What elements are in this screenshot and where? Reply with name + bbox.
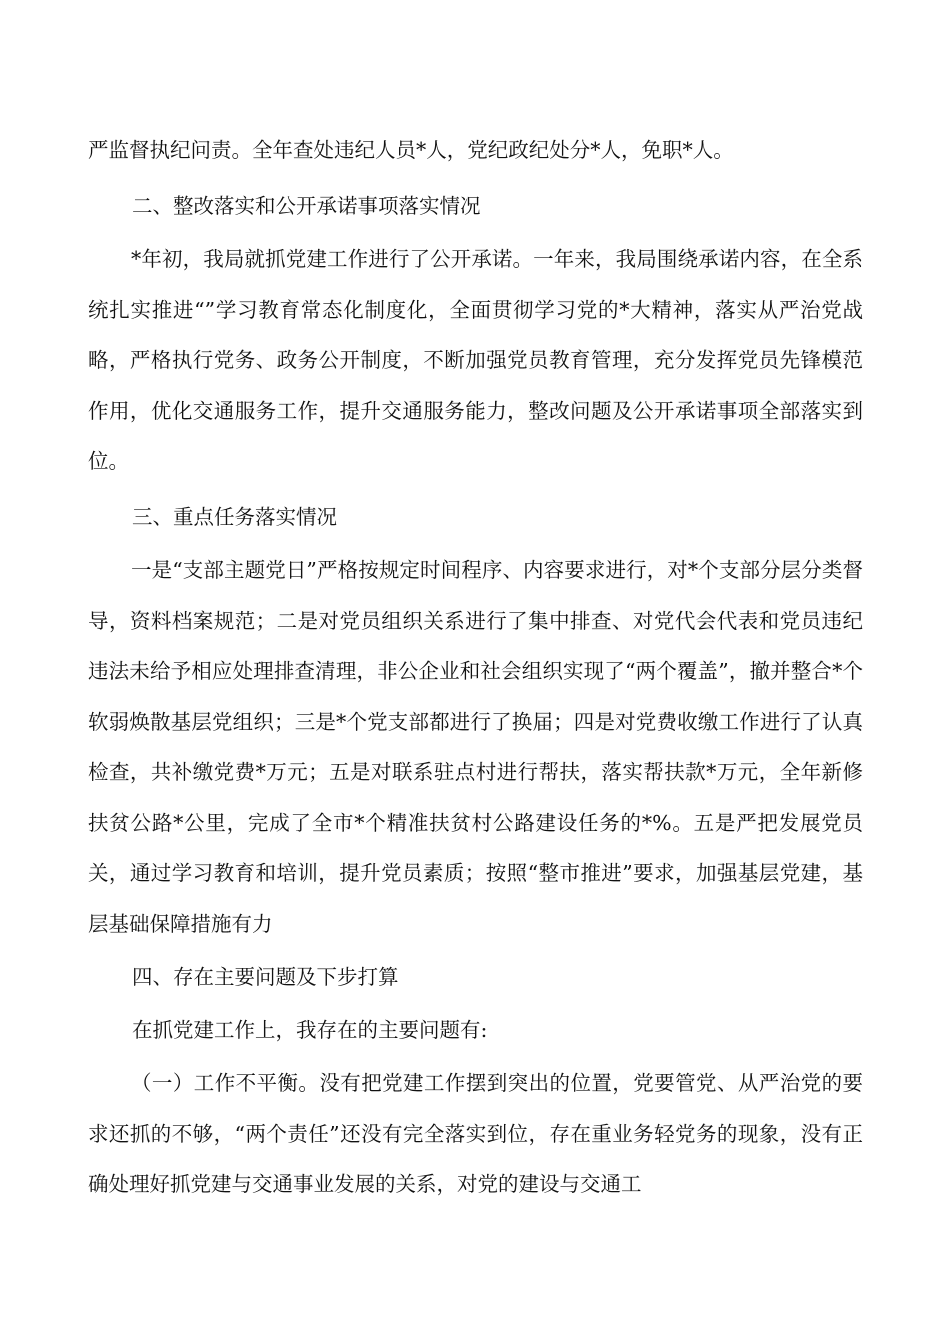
paragraph-problems-intro: 在抓党建工作上，我存在的主要问题有: (132, 1018, 488, 1042)
section-heading-3: 三、重点任务落实情况 (132, 505, 337, 529)
paragraph-key-tasks: 一是“支部主题党日”严格按规定时间程序、内容要求进行，对*个支部分层分类督导，资料档案规范；二是对党员组织关系进行了集中排查、对党代会代表和党员违纪违法未给予相应处理排查清理，非公企业和社会组织实现了“两个覆盖”，撤并整合*个软弱焕散基层党组织；三是*个党支部都进行了换届；四是对党费收缴工作进行了认真检查，共补缴党费*万元；五是对联系驻点村进行帮扶，落实帮扶款*万元，全年新修扶贫公路*公里，完成了全市*个精准扶贫村公路建设任务的*%。五是严把发展党员关，通过学习教育和培训，提升党员素质；按照“整市推进”要求，加强基层党建，基层基础保障措施有力 (88, 558, 863, 936)
section-heading-2: 二、整改落实和公开承诺事项落实情况 (132, 194, 481, 218)
paragraph-continued: 严监督执纪问责。全年查处违纪人员*人，党纪政纪处分*人，免职*人。 (88, 138, 734, 162)
section-heading-4: 四、存在主要问题及下步打算 (132, 965, 399, 989)
paragraph-commitments: *年初，我局就抓党建工作进行了公开承诺。一年来，我局围绕承诺内容，在全系统扎实推进“”学习教育常态化制度化，全面贯彻学习党的*大精神，落实从严治党战略，严格执行党务、政务公开制度，不断加强党员教育管理，充分发挥党员先锋模范作用，优化交通服务工作，提升交通服务能力，整改问题及公开承诺事项全部落实到位。 (88, 247, 863, 473)
paragraph-problem-1: （一）工作不平衡。没有把党建工作摆到突出的位置，党要管党、从严治党的要求还抓的不够，“两个责任”还没有完全落实到位，存在重业务轻党务的现象，没有正确处理好抓党建与交通事业发展的关系，对党的建设与交通工 (88, 1071, 863, 1196)
